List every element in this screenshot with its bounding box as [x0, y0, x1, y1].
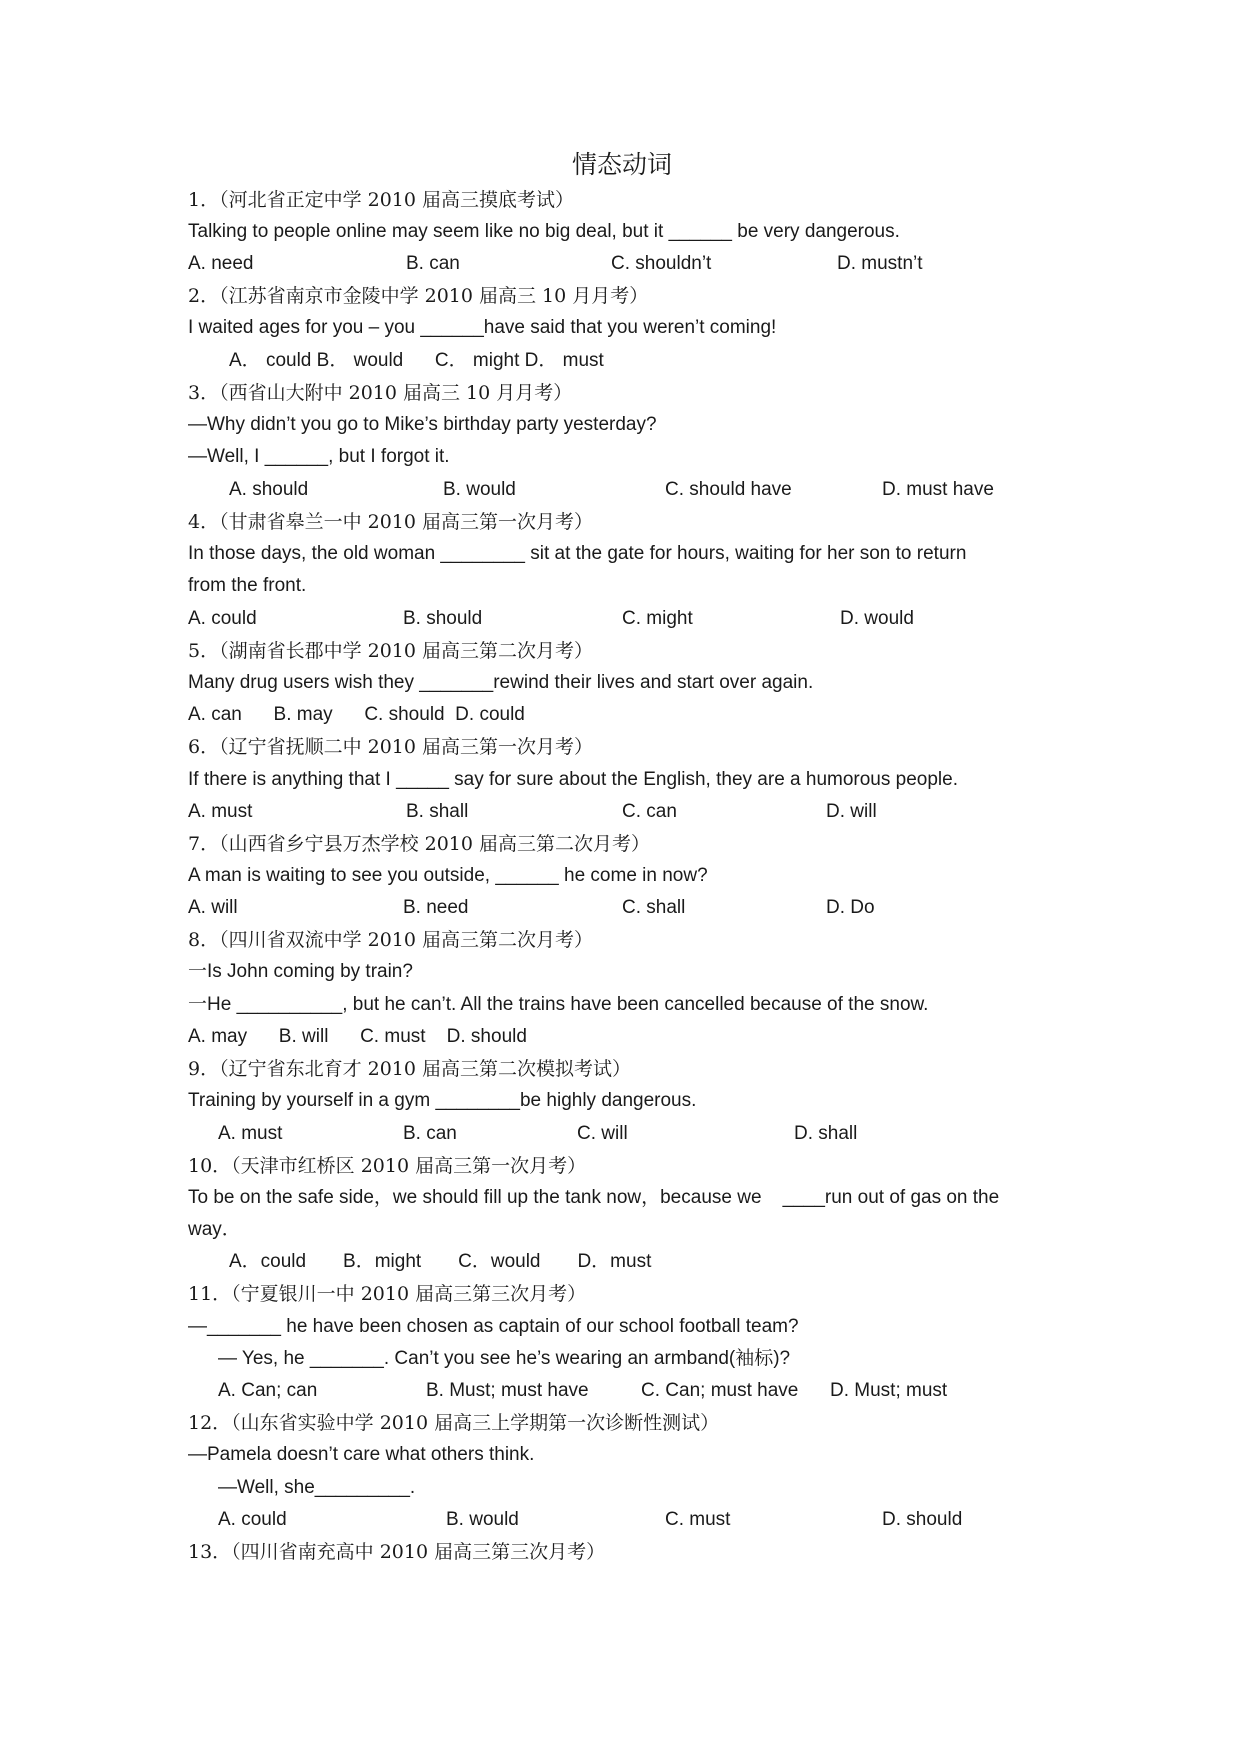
question-12-text-1: —Pamela doesn’t care what others think.	[188, 1444, 535, 1465]
question-8-text-1: 一Is John coming by train?	[188, 961, 413, 982]
question-9-option-b: B. can	[403, 1123, 457, 1144]
question-7-source: 7．（山西省乡宁县万杰学校 2010 届高三第二次月考）	[188, 833, 651, 855]
question-2-source: 2．（江苏省南京市金陵中学 2010 届高三 10 月月考）	[188, 285, 649, 307]
question-7-option-a: A. will	[188, 897, 238, 918]
question-11-source: 11．（宁夏银川一中 2010 届高三第三次月考）	[188, 1283, 587, 1305]
question-2-options: A． could B． would C． might D． must	[229, 350, 604, 371]
question-3-option-b: B. would	[443, 479, 516, 500]
question-13-source: 13．（四川省南充高中 2010 届高三第三次月考）	[188, 1541, 606, 1563]
question-12-option-b: B. would	[446, 1509, 519, 1530]
page-title: 情态动词	[572, 150, 673, 179]
question-12-source: 12．（山东省实验中学 2010 届高三上学期第一次诊断性测试）	[188, 1412, 720, 1434]
question-4-option-a: A. could	[188, 608, 257, 629]
question-3-option-a: A. should	[229, 479, 309, 500]
question-3-text-1: —Why didn’t you go to Mike’s birthday party yesterday?	[188, 414, 657, 435]
question-3-option-c: C. should have	[665, 479, 792, 500]
question-1-option-b: B. can	[406, 253, 460, 274]
question-7-option-b: B. need	[403, 897, 469, 918]
question-4-text-2: from the front.	[188, 575, 307, 596]
question-11-option-a: A. Can; can	[218, 1380, 318, 1401]
question-2-text: I waited ages for you – you ______have said that you weren’t coming!	[188, 317, 777, 338]
question-5-text: Many drug users wish they _______rewind their lives and start over again.	[188, 672, 814, 693]
question-11-option-d: D. Must; must	[830, 1380, 948, 1401]
question-3-text-2: —Well, I ______, but I forgot it.	[188, 446, 450, 467]
question-10-text-2: way．	[188, 1219, 241, 1240]
question-10-text-1: To be on the safe side，we should fill up the tank now，because we ____run out of gas on the	[188, 1187, 1000, 1208]
question-9-source: 9．（辽宁省东北育才 2010 届高三第二次模拟考试）	[188, 1058, 632, 1080]
question-4-source: 4．（甘肃省皋兰一中 2010 届高三第一次月考）	[188, 511, 594, 533]
question-7-option-c: C. shall	[622, 897, 686, 918]
question-5-source: 5．（湖南省长郡中学 2010 届高三第二次月考）	[188, 640, 594, 662]
question-12-option-c: C. must	[665, 1509, 731, 1530]
question-4-option-d: D. would	[840, 608, 914, 629]
question-12-option-a: A. could	[218, 1509, 287, 1530]
question-8-options: A. may B. will C. must D. should	[188, 1026, 527, 1047]
question-8-text-2: 一He __________, but he can’t. All the trains have been cancelled because of the snow.	[188, 994, 929, 1015]
question-3-option-d: D. must have	[882, 479, 994, 500]
question-11-option-b: B. Must; must have	[426, 1380, 589, 1401]
question-6-option-c: C. can	[622, 801, 677, 822]
question-9-option-d: D. shall	[794, 1123, 858, 1144]
question-1-source: 1．（河北省正定中学 2010 届高三摸底考试）	[188, 189, 575, 211]
question-4-option-c: C. might	[622, 608, 693, 629]
question-11-text-2: — Yes, he _______. Can’t you see he’s wearing an armband(袖标)?	[218, 1348, 791, 1369]
question-9-text: Training by yourself in a gym ________be highly dangerous.	[188, 1090, 697, 1111]
question-7-text: A man is waiting to see you outside, ______ he come in now?	[188, 865, 708, 886]
question-1-option-d: D. mustn’t	[837, 253, 923, 274]
question-10-source: 10．（天津市红桥区 2010 届高三第一次月考）	[188, 1155, 587, 1177]
question-7-option-d: D. Do	[826, 897, 875, 918]
question-4-option-b: B. should	[403, 608, 483, 629]
question-3-source: 3．（西省山大附中 2010 届高三 10 月月考）	[188, 382, 573, 404]
question-8-source: 8．（四川省双流中学 2010 届高三第二次月考）	[188, 929, 594, 951]
question-9-option-a: A. must	[218, 1123, 283, 1144]
question-5-options: A. can B. may C. should D. could	[188, 704, 525, 725]
question-6-option-a: A. must	[188, 801, 253, 822]
question-11-option-c: C. Can; must have	[641, 1380, 799, 1401]
question-6-option-d: D. will	[826, 801, 877, 822]
question-10-options: A．could B．might C．would D．must	[229, 1251, 652, 1272]
question-4-text-1: In those days, the old woman ________ sit at the gate for hours, waiting for her son to return	[188, 543, 967, 564]
question-12-option-d: D. should	[882, 1509, 963, 1530]
question-12-text-2: —Well, she_________.	[218, 1477, 416, 1498]
question-1-option-c: C. shouldn’t	[611, 253, 712, 274]
question-6-text: If there is anything that I _____ say for sure about the English, they are a humorous people.	[188, 769, 958, 790]
question-6-option-b: B. shall	[406, 801, 469, 822]
question-1-text: Talking to people online may seem like no big deal, but it ______ be very dangerous.	[188, 221, 900, 242]
question-1-option-a: A. need	[188, 253, 254, 274]
question-11-text-1: —_______ he have been chosen as captain of our school football team?	[188, 1316, 799, 1337]
question-9-option-c: C. will	[577, 1123, 628, 1144]
question-6-source: 6．（辽宁省抚顺二中 2010 届高三第一次月考）	[188, 736, 594, 758]
